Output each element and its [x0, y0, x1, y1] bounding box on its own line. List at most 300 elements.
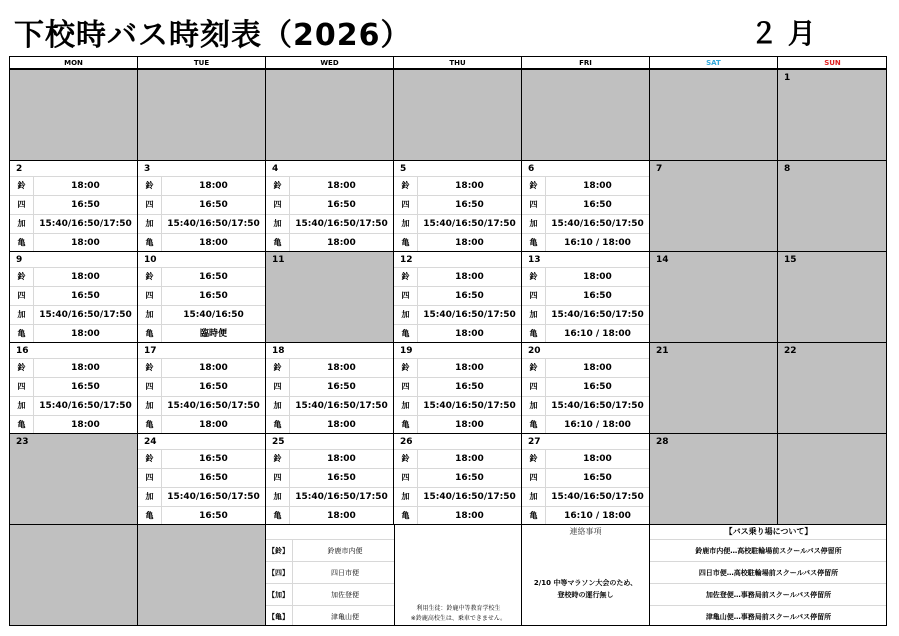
day-cell [777, 160, 887, 251]
day-header-tue: TUE [137, 56, 265, 69]
day-header-sat: SAT [649, 56, 777, 69]
departure-times: 15:40/16:50/17:50 [39, 401, 132, 411]
departure-times: 16:50 [327, 382, 356, 392]
day-cell [265, 342, 393, 433]
day-header-sun: SUN [777, 56, 887, 69]
day-number: 11 [272, 255, 285, 265]
bus-route-row [522, 377, 649, 396]
route-label: 鈴 [522, 268, 546, 286]
bus-stop-row: 四日市便…高校駐輪場前スクールバス停留所 [650, 561, 887, 583]
departure-times: 18:00 [71, 181, 100, 191]
bus-route-row [138, 468, 265, 487]
contact-title: 連絡事項 [569, 527, 602, 536]
bus-route-row [394, 487, 521, 506]
route-label: 加 [10, 306, 34, 324]
bus-route-row [394, 377, 521, 396]
route-label: 四 [138, 378, 162, 396]
route-label: 亀 [394, 234, 418, 252]
route-label: 四 [522, 469, 546, 487]
day-cell [521, 251, 649, 342]
departure-times: 15:40/16:50/17:50 [423, 219, 516, 229]
bus-route-row [10, 233, 137, 252]
bus-route-row [10, 324, 137, 343]
bus-route-row [138, 487, 265, 506]
bus-route-row [266, 377, 393, 396]
route-label: 鈴 [394, 268, 418, 286]
day-cell [137, 342, 265, 433]
route-label: 加 [266, 397, 290, 415]
route-label: 鈴 [266, 359, 290, 377]
day-number: 7 [656, 164, 663, 174]
legend-col-divider [394, 525, 395, 626]
bus-route-row [266, 487, 393, 506]
legend-row [266, 539, 394, 561]
departure-times: 16:50 [71, 200, 100, 210]
bus-route-row [522, 358, 649, 377]
route-label: 鈴 [10, 359, 34, 377]
day-cell [393, 342, 521, 433]
bus-route-row [138, 195, 265, 214]
departure-times: 16:50 [455, 473, 484, 483]
route-label: 四 [266, 196, 290, 214]
bus-route-row [138, 176, 265, 195]
bus-stop-row: 鈴鹿市内便…高校駐輪場前スクールバス停留所 [650, 539, 887, 561]
day-number: 3 [144, 164, 151, 174]
departure-times: 16:10 / 18:00 [564, 511, 631, 521]
day-number: 14 [656, 255, 669, 265]
day-cell [777, 69, 887, 160]
bus-route-row [10, 358, 137, 377]
departure-times: 18:00 [327, 181, 356, 191]
bus-route-row [522, 396, 649, 415]
day-cell [393, 433, 521, 524]
bus-route-row [394, 468, 521, 487]
departure-times: 15:40/16:50/17:50 [167, 492, 260, 502]
departure-times: 16:50 [199, 291, 228, 301]
departure-times: 18:00 [583, 272, 612, 282]
departure-times: 18:00 [199, 420, 228, 430]
day-header-mon: MON [9, 56, 137, 69]
bus-route-row [522, 487, 649, 506]
day-cell [9, 251, 137, 342]
bus-route-row [394, 214, 521, 233]
day-cell [777, 433, 887, 524]
day-cell [9, 160, 137, 251]
departure-times: 15:40/16:50/17:50 [167, 401, 260, 411]
legend-name: 鈴鹿市内便 [327, 547, 363, 555]
route-label: 亀 [522, 416, 546, 434]
route-label: 鈴 [10, 268, 34, 286]
route-label: 鈴 [394, 450, 418, 468]
day-number: 13 [528, 255, 541, 265]
route-label: 四 [394, 196, 418, 214]
day-cell [521, 433, 649, 524]
day-number: 9 [16, 255, 23, 265]
bus-route-row [394, 176, 521, 195]
bus-route-row [138, 286, 265, 305]
route-label: 亀 [266, 507, 290, 525]
route-label: 亀 [522, 325, 546, 343]
bus-route-row [522, 324, 649, 343]
route-label: 加 [10, 397, 34, 415]
bus-route-row [10, 267, 137, 286]
day-header-wed: WED [265, 56, 393, 69]
route-label: 四 [394, 378, 418, 396]
departure-times: 18:00 [327, 454, 356, 464]
day-cell [393, 69, 521, 160]
bus-route-row [394, 195, 521, 214]
departure-times: 16:50 [583, 473, 612, 483]
route-label: 鈴 [522, 177, 546, 195]
departure-times: 16:50 [455, 200, 484, 210]
departure-times: 18:00 [455, 272, 484, 282]
departure-times: 18:00 [455, 238, 484, 248]
bus-route-row [522, 214, 649, 233]
day-number: 19 [400, 346, 413, 356]
departure-times: 18:00 [327, 238, 356, 248]
route-label: 亀 [138, 234, 162, 252]
day-cell [777, 251, 887, 342]
departure-times: 16:50 [71, 382, 100, 392]
day-number: 1 [784, 73, 791, 83]
day-cell [649, 342, 777, 433]
departure-times: 16:50 [199, 200, 228, 210]
legend-row [266, 583, 394, 605]
day-number: 16 [16, 346, 29, 356]
departure-times: 臨時便 [199, 329, 227, 339]
departure-times: 15:40/16:50/17:50 [423, 310, 516, 320]
route-label: 加 [138, 488, 162, 506]
bus-route-row [394, 233, 521, 252]
route-label: 亀 [266, 234, 290, 252]
departure-times: 16:50 [455, 382, 484, 392]
route-label: 亀 [394, 507, 418, 525]
route-label: 鈴 [138, 268, 162, 286]
bus-route-row [138, 324, 265, 343]
route-label: 亀 [394, 416, 418, 434]
route-label: 四 [266, 378, 290, 396]
month-label: ２ 月 [750, 17, 816, 50]
route-label: 鈴 [138, 177, 162, 195]
bus-route-row [394, 415, 521, 434]
legend-key: 【亀】 [268, 613, 289, 621]
route-label: 加 [266, 488, 290, 506]
bus-route-row [522, 286, 649, 305]
departure-times: 16:50 [199, 454, 228, 464]
departure-times: 18:00 [583, 181, 612, 191]
departure-times: 18:00 [199, 238, 228, 248]
bus-route-row [266, 195, 393, 214]
day-cell [649, 433, 777, 524]
day-number: 24 [144, 437, 157, 447]
bus-route-row [522, 233, 649, 252]
route-label: 鈴 [394, 359, 418, 377]
calendar-grid [9, 56, 887, 626]
route-label: 亀 [394, 325, 418, 343]
departure-times: 16:50 [327, 473, 356, 483]
legend-name: 津亀山便 [331, 613, 359, 621]
route-label: 鈴 [138, 359, 162, 377]
route-label: 鈴 [266, 450, 290, 468]
route-label: 四 [138, 469, 162, 487]
bus-route-row [522, 195, 649, 214]
bus-route-row [10, 176, 137, 195]
day-number: 4 [272, 164, 279, 174]
day-number: 20 [528, 346, 541, 356]
route-label: 鈴 [394, 177, 418, 195]
bus-route-row [394, 267, 521, 286]
departure-times: 18:00 [71, 363, 100, 373]
day-cell [521, 342, 649, 433]
day-header-fri: FRI [521, 56, 649, 69]
departure-times: 16:50 [199, 473, 228, 483]
bus-stops-box [649, 524, 887, 626]
departure-times: 16:50 [327, 200, 356, 210]
route-label: 鈴 [522, 359, 546, 377]
day-number: 25 [272, 437, 285, 447]
legend-note: 利用生徒：鈴鹿中等教育学校生 ※鈴鹿高校生は、乗車できません。 [410, 605, 507, 622]
legend-row [266, 605, 394, 627]
contact-text: 2/10 中等マラソン大会のため、 登校時の運行無し [533, 579, 638, 599]
day-cell [9, 342, 137, 433]
departure-times: 15:40/16:50/17:50 [423, 401, 516, 411]
route-label: 亀 [266, 416, 290, 434]
day-number: 5 [400, 164, 407, 174]
notes-blank [137, 524, 265, 626]
day-header-thu: THU [393, 56, 521, 69]
departure-times: 15:40/16:50/17:50 [551, 310, 644, 320]
route-label: 亀 [10, 325, 34, 343]
route-label: 加 [394, 397, 418, 415]
departure-times: 18:00 [455, 511, 484, 521]
route-label: 四 [394, 469, 418, 487]
route-label: 加 [522, 488, 546, 506]
route-label: 亀 [138, 325, 162, 343]
departure-times: 15:40/16:50/17:50 [39, 310, 132, 320]
day-number: 12 [400, 255, 413, 265]
departure-times: 15:40/16:50 [183, 310, 244, 320]
route-label: 亀 [10, 234, 34, 252]
bus-route-row [138, 396, 265, 415]
bus-route-row [138, 358, 265, 377]
day-cell [393, 160, 521, 251]
bus-route-row [266, 396, 393, 415]
bus-route-row [394, 396, 521, 415]
departure-times: 16:50 [199, 272, 228, 282]
departure-times: 15:40/16:50/17:50 [423, 492, 516, 502]
departure-times: 16:50 [455, 291, 484, 301]
departure-times: 18:00 [327, 420, 356, 430]
bus-route-row [394, 324, 521, 343]
day-number: 6 [528, 164, 535, 174]
route-label: 鈴 [266, 177, 290, 195]
departure-times: 18:00 [455, 454, 484, 464]
bus-stop-row: 加佐登便…事務局前スクールバス停留所 [650, 583, 887, 605]
departure-times: 15:40/16:50/17:50 [39, 219, 132, 229]
departure-times: 18:00 [71, 420, 100, 430]
legend-key: 【加】 [268, 591, 289, 599]
bus-route-row [522, 176, 649, 195]
route-label: 鈴 [522, 450, 546, 468]
departure-times: 18:00 [199, 181, 228, 191]
bus-route-row [266, 506, 393, 525]
route-label: 亀 [522, 234, 546, 252]
departure-times: 16:50 [583, 200, 612, 210]
legend-name: 四日市便 [331, 569, 359, 577]
day-cell [521, 69, 649, 160]
bus-route-row [266, 468, 393, 487]
route-label: 四 [394, 287, 418, 305]
route-label: 四 [10, 287, 34, 305]
bus-route-row [10, 286, 137, 305]
notes-blank [9, 524, 137, 626]
departure-times: 18:00 [583, 454, 612, 464]
day-number: 17 [144, 346, 157, 356]
legend-row [266, 561, 394, 583]
bus-route-row [10, 377, 137, 396]
route-label: 亀 [138, 507, 162, 525]
route-label: 亀 [10, 416, 34, 434]
bus-route-row [10, 396, 137, 415]
bus-route-row [138, 377, 265, 396]
departure-times: 18:00 [327, 511, 356, 521]
day-cell [521, 160, 649, 251]
day-cell [9, 433, 137, 524]
route-label: 加 [138, 397, 162, 415]
departure-times: 15:40/16:50/17:50 [295, 219, 388, 229]
day-number: 21 [656, 346, 669, 356]
departure-times: 18:00 [71, 238, 100, 248]
bus-route-row [138, 415, 265, 434]
bus-route-row [10, 415, 137, 434]
day-cell [265, 69, 393, 160]
bus-route-row [394, 358, 521, 377]
day-cell [777, 342, 887, 433]
departure-times: 15:40/16:50/17:50 [167, 219, 260, 229]
departure-times: 18:00 [71, 329, 100, 339]
day-number: 26 [400, 437, 413, 447]
departure-times: 15:40/16:50/17:50 [551, 401, 644, 411]
bus-route-row [138, 305, 265, 324]
day-number: 18 [272, 346, 285, 356]
departure-times: 16:10 / 18:00 [564, 329, 631, 339]
day-cell [649, 69, 777, 160]
bus-route-row [10, 305, 137, 324]
legend-name: 加佐登便 [331, 591, 359, 599]
legend-key: 【四】 [268, 569, 289, 577]
bus-route-row [394, 506, 521, 525]
route-label: 加 [522, 397, 546, 415]
day-number: 8 [784, 164, 791, 174]
route-label: 四 [266, 469, 290, 487]
route-label: 四 [522, 378, 546, 396]
day-number: 22 [784, 346, 797, 356]
bus-stop-row: 津亀山便…事務局前スクールバス停留所 [650, 605, 887, 627]
departure-times: 16:50 [199, 511, 228, 521]
day-cell [9, 69, 137, 160]
bus-route-row [522, 468, 649, 487]
day-cell [265, 251, 393, 342]
bus-route-row [10, 195, 137, 214]
route-label: 加 [138, 215, 162, 233]
day-cell [137, 251, 265, 342]
day-cell [137, 433, 265, 524]
departure-times: 15:40/16:50/17:50 [551, 492, 644, 502]
route-label: 加 [138, 306, 162, 324]
bus-route-row [522, 415, 649, 434]
route-label: 四 [138, 196, 162, 214]
bus-route-row [138, 506, 265, 525]
route-label: 四 [10, 196, 34, 214]
contact-box [521, 524, 649, 626]
route-label: 加 [394, 215, 418, 233]
legend-divider [292, 539, 293, 626]
day-cell [265, 160, 393, 251]
day-number: 2 [16, 164, 23, 174]
departure-times: 16:50 [199, 382, 228, 392]
departure-times: 18:00 [199, 363, 228, 373]
bus-route-row [522, 449, 649, 468]
departure-times: 18:00 [455, 329, 484, 339]
route-label: 加 [394, 306, 418, 324]
route-label: 四 [522, 196, 546, 214]
day-number: 23 [16, 437, 29, 447]
bus-route-row [522, 267, 649, 286]
departure-times: 16:10 / 18:00 [564, 238, 631, 248]
bus-route-row [522, 506, 649, 525]
route-label: 鈴 [138, 450, 162, 468]
legend-key: 【鈴】 [268, 547, 289, 555]
departure-times: 18:00 [455, 363, 484, 373]
route-label: 四 [138, 287, 162, 305]
departure-times: 16:50 [583, 291, 612, 301]
bus-route-row [266, 449, 393, 468]
departure-times: 15:40/16:50/17:50 [551, 219, 644, 229]
bus-route-row [266, 358, 393, 377]
departure-times: 18:00 [71, 272, 100, 282]
day-cell [137, 160, 265, 251]
bus-route-row [138, 214, 265, 233]
route-legend [265, 524, 521, 626]
route-label: 加 [266, 215, 290, 233]
departure-times: 16:10 / 18:00 [564, 420, 631, 430]
bus-route-row [522, 305, 649, 324]
route-label: 鈴 [10, 177, 34, 195]
route-label: 加 [394, 488, 418, 506]
day-cell [649, 251, 777, 342]
bus-route-row [266, 176, 393, 195]
bus-route-row [266, 415, 393, 434]
bus-route-row [394, 305, 521, 324]
route-label: 四 [10, 378, 34, 396]
day-number: 15 [784, 255, 797, 265]
departure-times: 15:40/16:50/17:50 [295, 492, 388, 502]
page-title: 下校時バス時刻表（2026） [14, 18, 412, 53]
bus-route-row [266, 233, 393, 252]
route-label: 四 [522, 287, 546, 305]
route-label: 加 [522, 306, 546, 324]
bus-route-row [266, 214, 393, 233]
bus-route-row [138, 233, 265, 252]
bus-route-row [394, 286, 521, 305]
route-label: 加 [10, 215, 34, 233]
route-label: 加 [522, 215, 546, 233]
day-number: 10 [144, 255, 157, 265]
day-cell [137, 69, 265, 160]
route-label: 亀 [138, 416, 162, 434]
bus-route-row [138, 267, 265, 286]
departure-times: 18:00 [327, 363, 356, 373]
